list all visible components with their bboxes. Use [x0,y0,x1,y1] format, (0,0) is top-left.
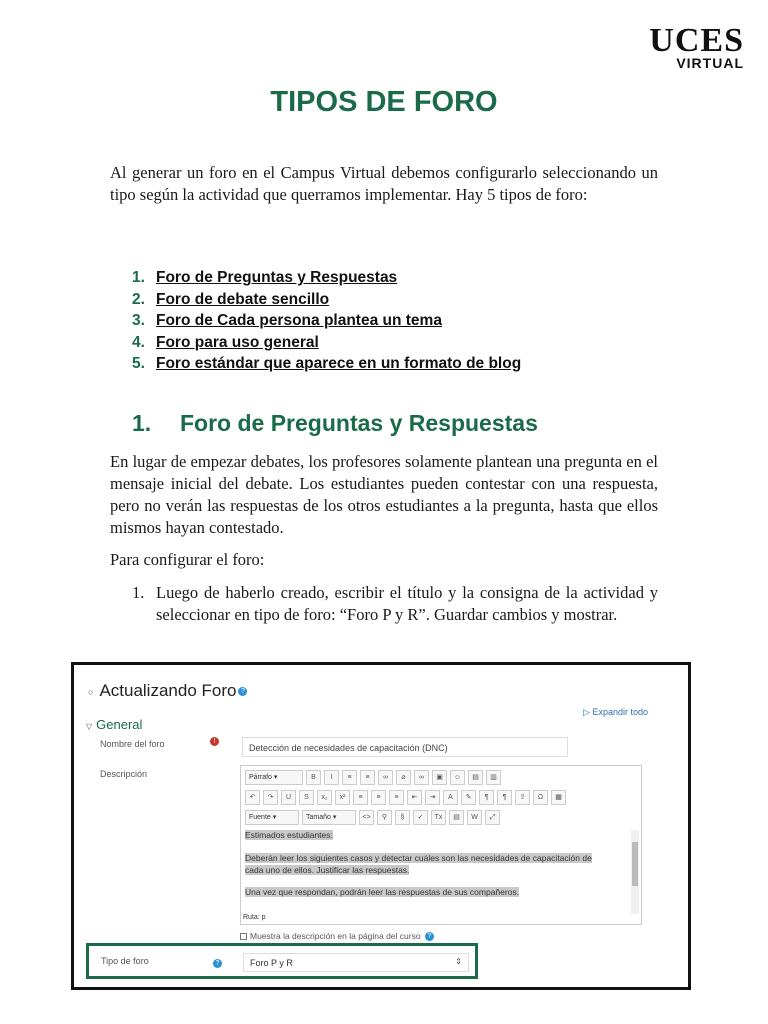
table-icon[interactable]: ▦ [551,790,566,805]
list-item[interactable] [132,353,521,375]
help-icon[interactable]: ? [238,687,247,696]
bullet-list-icon[interactable]: ≡ [342,770,357,785]
editor-path: Ruta: p [243,914,266,921]
list-link[interactable]: Foro de Cada persona plantea un tema [156,312,442,329]
align-left-icon[interactable]: ≡ [353,790,368,805]
section-title: Foro de Preguntas y Respuestas [180,410,538,436]
show-description-checkbox[interactable] [240,931,434,941]
uces-virtual-logo [632,24,748,72]
list-number: 4. [132,333,145,351]
bold-icon[interactable]: B [306,770,321,785]
rtl-icon[interactable]: ¶ [497,790,512,805]
list-item[interactable] [132,332,521,354]
text-color-icon[interactable]: A [443,790,458,805]
expand-all-link[interactable] [583,707,648,718]
description-label: Descripción [100,769,148,779]
editor-toolbar-row [245,810,500,826]
moodle-screenshot [71,662,691,990]
outdent-icon[interactable]: ⇤ [407,790,422,805]
list-number: 2. [132,290,145,308]
nonbreaking-icon[interactable]: § [395,810,410,825]
paste-icon[interactable]: ▥ [486,770,501,785]
expand-all-label: Expandir todo [592,707,648,717]
intro-paragraph: Al generar un foro en el Campus Virtual debemos configurarlo seleccionando un tipo según la actividad que querramos implementar. Hay 5 tipos de foro: [110,163,658,204]
config-intro: Para configurar el foro: [110,550,265,569]
logo-main-text: UCES [649,22,744,59]
list-link[interactable]: Foro de debate sencillo [156,290,330,308]
clear-format-icon[interactable]: Tx [431,810,446,825]
redo-icon[interactable]: ↷ [263,790,278,805]
forum-type-value: Foro P y R [250,958,293,968]
anchor-icon[interactable]: ∞ [414,770,429,785]
code-icon[interactable]: <> [359,810,374,825]
editor-content[interactable] [243,830,631,910]
section-paragraph: En lugar de empezar debates, los profesores solamente plantean una pregunta en el mensaje inicial del debate. Los estudiantes pueden contestar con una respuesta, pero no verán las respuestas de los otros estudiantes a la pregunta, hasta que ellos mismos hayan contestado. [110,452,658,537]
paste-word-icon[interactable]: W [467,810,482,825]
step-text: Luego de haberlo creado, escribir el título y la consigna de la actividad y seleccionar en tipo de foro: “Foro P y R”. Guardar cambios y mostrar. [156,583,658,624]
strikethrough-icon[interactable]: S [299,790,314,805]
section-heading [132,410,538,437]
screenshot-title [88,681,247,701]
media-icon[interactable]: ▤ [468,770,483,785]
subscript-icon[interactable]: x₂ [317,790,332,805]
required-icon: ! [210,737,219,746]
editor-toolbar-row [245,770,501,786]
triangle-right-icon: ▷ [583,707,593,717]
list-item[interactable] [132,267,521,289]
indent-icon[interactable]: ⇥ [425,790,440,805]
font-select[interactable]: Fuente ▾ [245,810,299,825]
underline-icon[interactable]: U [281,790,296,805]
editor-line: Deberán leer los siguientes casos y detectar cuáles son las necesidades de capacitación de [245,853,592,863]
background-color-icon[interactable]: ✎ [461,790,476,805]
config-step [132,582,658,626]
help-icon[interactable]: ? [211,955,222,973]
search-icon[interactable]: ⚲ [377,810,392,825]
help-icon[interactable]: ? [425,932,434,941]
section-number: 1. [132,410,152,436]
page-title: TIPOS DE FORO [270,86,498,118]
list-link[interactable]: Foro de Preguntas y Respuestas [156,269,398,286]
triangle-down-icon: ▽ [86,722,93,731]
fullscreen-icon[interactable]: ⤢ [485,810,500,825]
upload-icon[interactable]: ⇪ [515,790,530,805]
ltr-icon[interactable]: ¶ [479,790,494,805]
show-description-label: Muestra la descripción en la página del curso [250,931,421,941]
editor-line: cada uno de ellos. Justificar las respuestas. [245,865,410,875]
align-right-icon[interactable]: ≡ [389,790,404,805]
forum-name-input[interactable]: Detección de necesidades de capacitación (DNC) [242,737,568,757]
list-number: 5. [132,355,145,372]
forum-name-label: Nombre del foro [100,739,165,749]
logo-sub-text: VIRTUAL [676,55,744,71]
superscript-icon[interactable]: x² [335,790,350,805]
unlink-icon[interactable]: ⌀ [396,770,411,785]
undo-icon[interactable]: ↶ [245,790,260,805]
forum-type-label: Tipo de foro [101,956,149,966]
scroll-thumb[interactable] [632,842,638,886]
bullet-icon: ○ [88,686,94,697]
editor-line: Una vez que respondan, podrán leer las respuestas de sus compañeros. [245,887,520,897]
list-link[interactable]: Foro para uso general [156,333,319,351]
italic-icon[interactable]: I [324,770,339,785]
spellcheck-icon[interactable]: ✓ [413,810,428,825]
editor-toolbar-row [245,790,566,806]
paste-text-icon[interactable]: ▤ [449,810,464,825]
paragraph-select[interactable]: Párrafo ▾ [245,770,303,785]
size-select[interactable]: Tamaño ▾ [302,810,356,825]
editor-scrollbar[interactable] [631,830,639,914]
align-center-icon[interactable]: ≡ [371,790,386,805]
image-icon[interactable]: ▣ [432,770,447,785]
list-item[interactable] [132,289,521,311]
link-icon[interactable]: ∞ [378,770,393,785]
select-arrows-icon: ⇕ [455,957,462,966]
editor-line: Estimados estudiantes: [245,830,333,840]
emoticon-icon[interactable]: ☺ [450,770,465,785]
forum-types-list [132,267,521,375]
screenshot-title-text: Actualizando Foro [99,681,237,700]
list-number: 3. [132,312,145,329]
general-section-toggle[interactable] [86,717,142,732]
special-char-icon[interactable]: Ω [533,790,548,805]
step-number: 1. [132,583,145,602]
forum-type-highlight [86,943,478,979]
checkbox-icon[interactable] [240,933,247,940]
forum-type-select[interactable] [243,953,469,972]
general-label: General [96,717,143,732]
description-editor[interactable] [240,765,642,925]
list-number: 1. [132,269,145,286]
numbered-list-icon[interactable]: ≡ [360,770,375,785]
list-link[interactable]: Foro estándar que aparece en un formato de blog [156,355,522,372]
list-item[interactable] [132,310,521,332]
